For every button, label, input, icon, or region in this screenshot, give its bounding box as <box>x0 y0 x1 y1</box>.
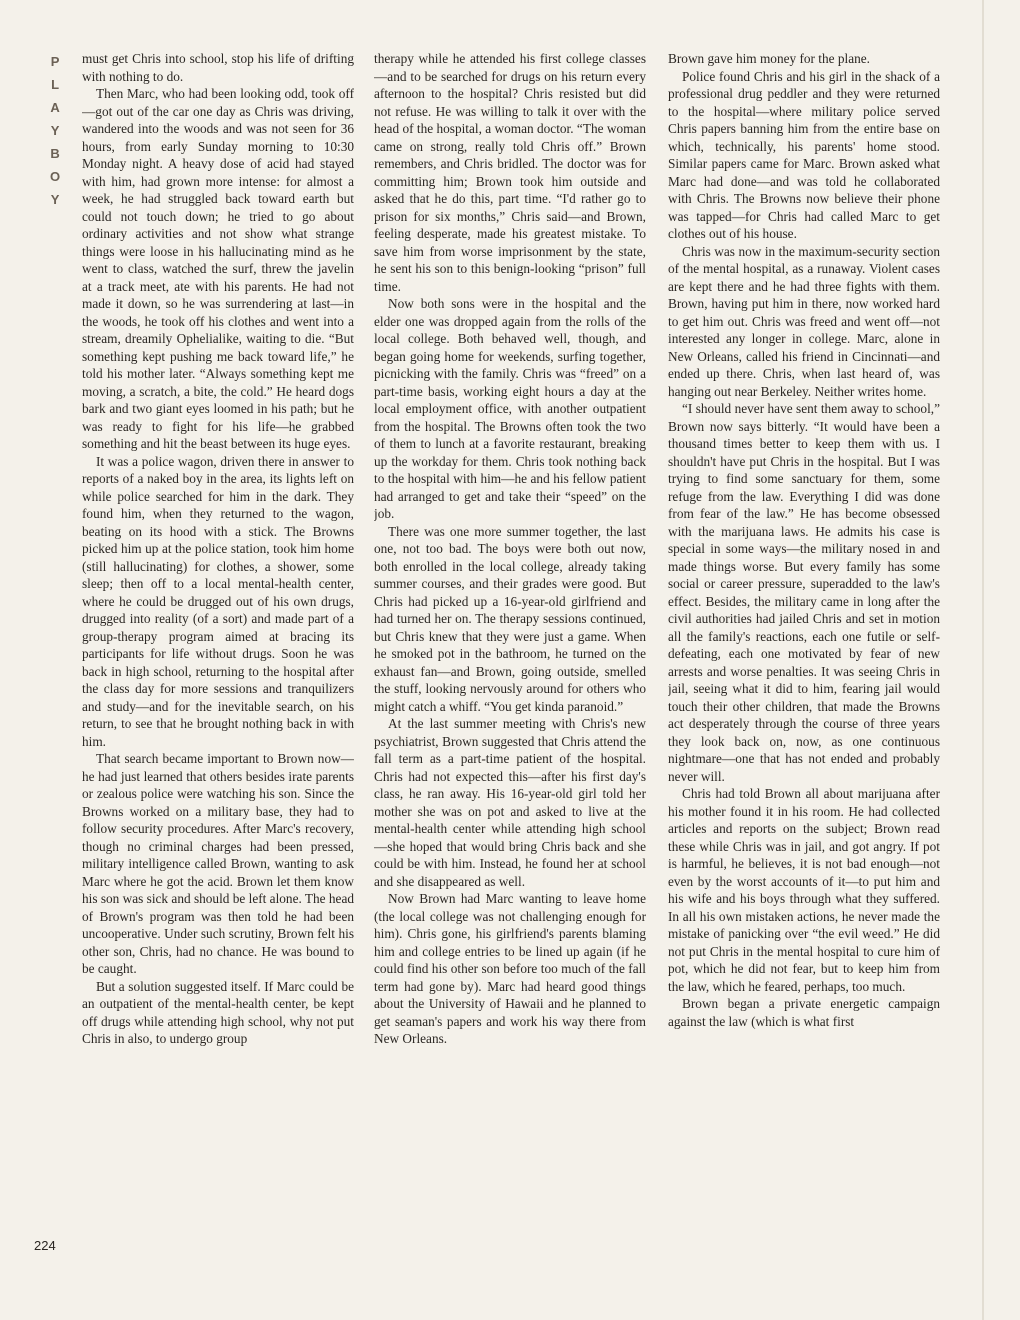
paragraph: “I should never have sent them away to school,” Brown now says bitterly. “It would have been a thousand times better to keep them with us. I shouldn't have put Chris in the hospital. But I was trying to find some sanctuary for them, some refuge from the law. Everything I did was done from fear of the law.” He has become obsessed with the marijuana laws. He admits his case is special in some ways—the military nosed in and made things worse. But every family has some social or career pressure, superadded to the law's effect. Besides, the military came in long after the civil authorities had jailed Chris and set in motion all the family's reactions, each one futile or self-defeating, each one motivated by fear of new arrests and worse penalties. It was seeing Chris in jail, seeing what it did to him, fearing jail would touch their other children, that made the Browns act desperately through the course of three years they look back on, now, as one continuous nightmare—one that has not ended and probably never will. <box>668 401 940 784</box>
text-column-1 <box>82 50 354 1260</box>
paragraph: therapy while he attended his first college classes—and to be searched for drugs on his return every afternoon to the hospital? Chris resisted but did not refuse. He was willing to talk it over with the head of the hospital, a woman doctor. “The woman came on strong, really told Chris off.” Brown remembers, and Chris bridled. The doctor was for committing him; Brown took him outside and asked that he do this, part time. “I'd rather go to prison for six months,” Chris said—and Brown, feeling desperate, made his greatest mistake. To save him from worse imprisonment by the state, he sent his son to this benign-looking “prison” full time. <box>374 51 646 294</box>
masthead-letter: Y <box>50 123 60 138</box>
paragraph: But a solution suggested itself. If Marc could be an outpatient of the mental-health center, be kept off drugs while attending high school, why not put Chris in also, to undergo group <box>82 978 354 1046</box>
masthead-letter: P <box>50 54 60 69</box>
masthead-letter: O <box>50 169 61 184</box>
paragraph: Brown gave him money for the plane. <box>668 51 870 66</box>
paragraph: Then Marc, who had been looking odd, took off—got out of the car one day as Chris was driving, wandered into the woods and was not seen for 36 hours, from early Sunday morning to 10:30 Monday night. A heavy dose of acid had stayed with him, had grown more intense: for almost a week, he had struggled back toward earth but could not touch down; he tried to go about ordinary activities and not show what strange things were loose in his hallucinating mind as he went to class, watched the surf, threw the javelin at a track meet, ate with his parents. He had not made it down, so he was surrendering at last—in the woods, he took off his clothes and went into a stream, dreamily Ophelialike, waiting to die. “But something kept pushing me back toward life,” he told his mother later. “Always something kept me moving, a scratch, a bite, the cold.” He heard dogs bark and two giant eyes loomed in his path; but he was ready to fight for his life—he grabbed something and hit the beast between its huge eyes. <box>82 86 354 451</box>
paragraph: It was a police wagon, driven there in answer to reports of a naked boy in the area, its lights left on while police searched for him in the dark. They found him, when they returned to the wagon, beating on its hood with a stick. The Browns picked him up at the police station, took him home (still hallucinating) for clothes, a shower, some sleep; then off to a local mental-health center, where he could be drugged out of his own drugs, drugged into reality (of a sort) and made part of a group-therapy program aimed at bracing its participants for life without drugs. Soon he was back in high school, returning to the hospital after the class day for more sessions and tranquilizers and study—and for the inevitable search, on his return, to see that he brought nothing back in with him. <box>82 453 354 749</box>
paragraph: At the last summer meeting with Chris's new psychiatrist, Brown suggested that Chris attend the fall term as a part-time patient of the hospital. Chris had not expected this—after his first day's class, he ran away. His 16-year-old girl told her mother she was on pot and asked to live at the mental-health center while attending high school—she hoped that would bring Chris back and she could be with him. Instead, he found her at school and she disappeared as well. <box>374 716 646 889</box>
paragraph: Chris had told Brown all about marijuana after his mother found it in his room. He had collected articles and reports on the subject; Brown read these while Chris was in jail, and got angry. If pot is harmful, he believes, it is not bad enough—not even by the worst accounts of it—to put him and his wife and his boys through what they suffered. In all his own mistaken actions, he never made the mistake of panicking over “the evil weed.” He did not put Chris in the mental hospital to cure him of pot, which he did not fear, but to keep him from the law, which he feared, perhaps, too much. <box>668 786 940 994</box>
masthead-letter: A <box>50 100 60 115</box>
text-column-2 <box>374 50 646 1260</box>
paragraph: Chris was now in the maximum-security section of the mental hospital, as a runaway. Violent cases are kept there and he had three fights with them. Brown, having put him in there, now worked hard to get him out. Chris was freed and went off—not interested any longer in college. Marc, alone in New Orleans, called his friend in Cincinnati—and ended up there. Chris, when last heard of, was hanging out near Berkeley. Neither writes home. <box>668 243 940 399</box>
paragraph: That search became important to Brown now—he had just learned that others besides irate parents or zealous police were watching his son. Since the Browns worked on a military base, they had to follow security procedures. After Marc's recovery, though no criminal charges had been pressed, military intelligence called Brown, wanting to ask Marc where he got the acid. Brown let them know his son was sick and should be left alone. The head of Brown's program was then told he had been uncooperative. Under such scrutiny, Brown felt his other son, Chris, had no chance. He was bound to be caught. <box>82 751 354 976</box>
paragraph: must get Chris into school, stop his life of drifting with nothing to do. <box>82 51 354 84</box>
magazine-masthead <box>50 50 60 211</box>
page-number: 224 <box>34 1238 56 1253</box>
paragraph: Now both sons were in the hospital and the elder one was dropped again from the rolls of the local college. Both behaved well, though, and began going home for weekends, surfing together, picnicking with the family. Chris was “freed” on a part-time basis, working eight hours a day at the local employment office, with another outpatient from the hospital. The Browns often took the two of them to lunch at a favorite restaurant, breaking up the workday for them. Chris took nothing back to the hospital with him—he and his fellow patient had arranged to get and take their “speed” on the job. <box>374 296 646 521</box>
paragraph: Brown began a private energetic campaign against the law (which is what first <box>668 996 940 1029</box>
masthead-letter: B <box>50 146 60 161</box>
paragraph: Police found Chris and his girl in the shack of a professional drug peddler and they were returned to the hospital—where military police served Chris papers banning him from the entire base on which, technically, his parents' home stood. Similar papers came for Marc. Brown asked what Marc had done—and was told he collaborated with Chris. The Browns now believe their phone was tapped—for Chris had called Marc to get clothes out of his house. <box>668 68 940 241</box>
paragraph: There was one more summer together, the last one, not too bad. The boys were both out now, both enrolled in the local college, already taking summer courses, and their grades were good. But Chris had picked up a 16-year-old girlfriend and had turned her on. The therapy sessions continued, but Chris knew that they were just a game. When he smoked pot in the bathroom, he turned on the exhaust fan—and Brown, going outside, smelled the stuff, looking nervously around for others who might catch a whiff. “You get kinda paranoid.” <box>374 523 646 714</box>
masthead-letter: Y <box>50 192 60 207</box>
paragraph: Now Brown had Marc wanting to leave home (the local college was not challenging enough for him). Chris gone, his girlfriend's parents blaming him and college entries to be lined up again (if he could find his other son before too much of the fall term had gone by). Marc had heard good things about the University of Hawaii and he planned to get seaman's papers and work his way there from New Orleans. <box>374 891 646 1046</box>
masthead-letter: L <box>51 77 60 92</box>
page-edge-shadow <box>982 0 984 1320</box>
text-column-3 <box>668 50 940 1260</box>
